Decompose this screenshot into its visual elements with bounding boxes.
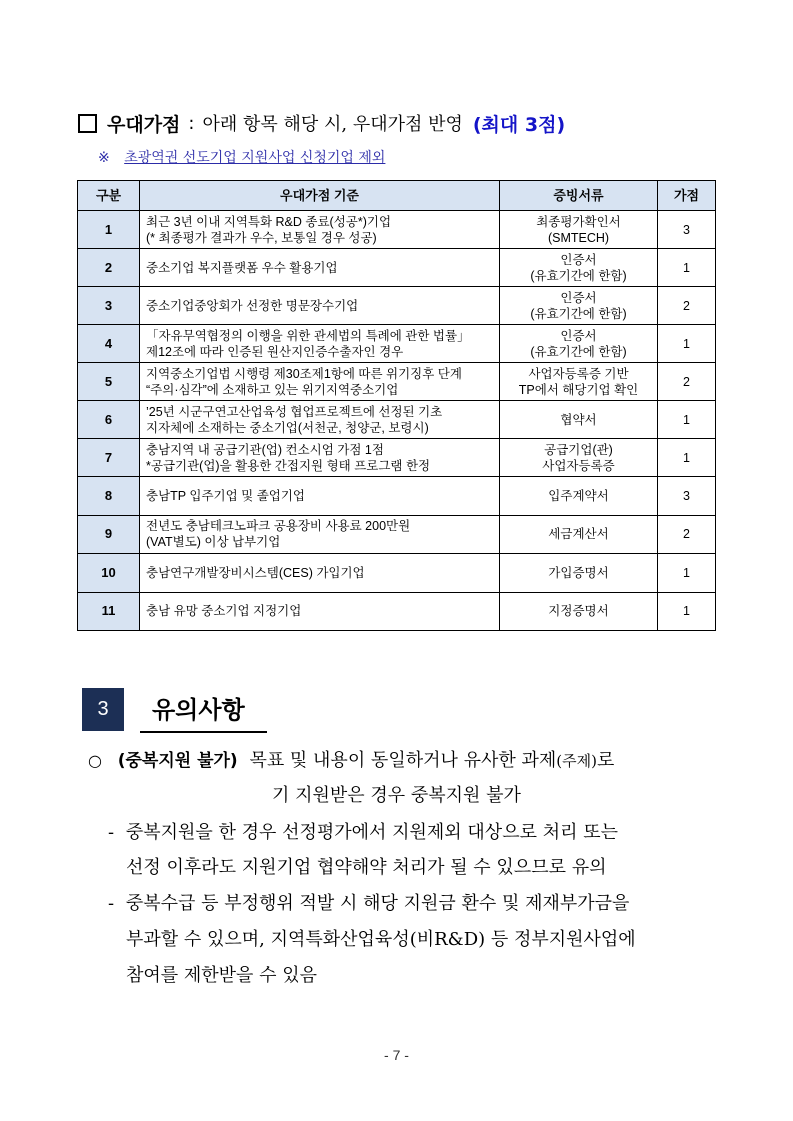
row-evidence bbox=[500, 592, 658, 631]
criteria-line: 지자체에 소재하는 중소기업(서천군, 청양군, 보령시) bbox=[146, 420, 429, 435]
section-number-badge: 3 bbox=[82, 688, 124, 731]
row-points: 1 bbox=[658, 439, 716, 477]
table-row bbox=[78, 211, 716, 249]
row-number: 2 bbox=[78, 249, 140, 287]
criteria-line: 충남 유망 중소기업 지정기업 bbox=[146, 604, 302, 619]
table-row bbox=[78, 287, 716, 325]
evidence-line: TP에서 해당기업 확인 bbox=[518, 382, 639, 397]
item-line1-small: (주제) bbox=[556, 752, 597, 770]
table-row bbox=[78, 439, 716, 477]
criteria-line: “주의·심각”에 소재하고 있는 위기지역중소기업 bbox=[146, 382, 399, 397]
table-row bbox=[78, 401, 716, 439]
criteria-line: (VAT별도) 이상 납부기업 bbox=[146, 535, 281, 550]
criteria-line: 중소기업중앙회가 선정한 명문장수기업 bbox=[146, 298, 359, 313]
row-points: 1 bbox=[658, 401, 716, 439]
row-number: 5 bbox=[78, 363, 140, 401]
row-evidence bbox=[500, 515, 658, 554]
row-evidence bbox=[500, 287, 658, 325]
row-number: 4 bbox=[78, 325, 140, 363]
row-criteria bbox=[140, 439, 500, 477]
evidence-line: 최종평가확인서 bbox=[536, 214, 621, 229]
dash-bullet: - bbox=[108, 822, 115, 843]
evidence-line: (유효기간에 한함) bbox=[530, 268, 627, 283]
sub-item-2-line1: 중복수급 등 부정행위 적발 시 해당 지원금 환수 및 제재부가금을 bbox=[125, 893, 630, 914]
criteria-line: 충남연구개발장비시스템(CES) 가입기업 bbox=[146, 565, 365, 580]
row-evidence bbox=[500, 249, 658, 287]
evidence-line: (유효기간에 한함) bbox=[530, 344, 627, 359]
row-criteria bbox=[140, 515, 500, 554]
criteria-line: 충남TP 입주기업 및 졸업기업 bbox=[146, 488, 305, 503]
header-evidence: 증빙서류 bbox=[500, 181, 658, 211]
criteria-line: *공급기관(업)을 활용한 간접지원 형태 프로그램 한정 bbox=[146, 458, 431, 473]
row-criteria bbox=[140, 401, 500, 439]
criteria-line: 제12조에 따라 인증된 원산지인증수출자인 경우 bbox=[146, 344, 404, 359]
row-criteria bbox=[140, 477, 500, 516]
row-points: 1 bbox=[658, 249, 716, 287]
row-criteria bbox=[140, 287, 500, 325]
table-row bbox=[78, 249, 716, 287]
row-criteria bbox=[140, 211, 500, 249]
header-criteria: 우대가점 기준 bbox=[140, 181, 500, 211]
item-line1-end: 로 bbox=[596, 750, 615, 771]
evidence-line: 지정증명서 bbox=[548, 604, 609, 619]
sub-item-1 bbox=[108, 818, 618, 844]
criteria-line: 충남지역 내 공급기관(업) 컨소시엄 가점 1점 bbox=[146, 442, 384, 457]
evidence-line: 세금계산서 bbox=[548, 527, 609, 542]
evidence-line: 인증서 bbox=[560, 290, 597, 305]
row-evidence bbox=[500, 554, 658, 593]
row-criteria bbox=[140, 554, 500, 593]
row-number: 7 bbox=[78, 439, 140, 477]
section-title: 유의사항 bbox=[152, 696, 245, 724]
row-points: 1 bbox=[658, 554, 716, 593]
note-text: 초광역권 선도기업 지원사업 신청기업 제외 bbox=[124, 150, 386, 166]
row-points: 2 bbox=[658, 515, 716, 554]
row-evidence bbox=[500, 363, 658, 401]
row-points: 1 bbox=[658, 325, 716, 363]
row-evidence bbox=[500, 325, 658, 363]
sub-item-2-line2: 부과할 수 있으며, 지역특화산업육성(비R&D) 등 정부지원사업에 bbox=[126, 929, 636, 950]
sub-item-1-line2: 선정 이후라도 지원기업 협약해약 처리가 될 수 있으므로 유의 bbox=[126, 857, 607, 878]
row-points: 2 bbox=[658, 287, 716, 325]
table-row bbox=[78, 325, 716, 363]
table-row bbox=[78, 515, 716, 554]
section-title-underline bbox=[140, 731, 267, 733]
heading-highlight: (최대 3점) bbox=[472, 113, 566, 136]
criteria-line: 전년도 충남테크노파크 공용장비 사용료 200만원 bbox=[146, 519, 411, 534]
row-criteria bbox=[140, 325, 500, 363]
heading-description: 아래 항목 해당 시, 우대가점 반영 bbox=[202, 114, 463, 135]
exclusion-note bbox=[98, 147, 385, 167]
row-evidence bbox=[500, 401, 658, 439]
row-points: 2 bbox=[658, 363, 716, 401]
row-criteria bbox=[140, 363, 500, 401]
row-points: 3 bbox=[658, 211, 716, 249]
row-criteria bbox=[140, 592, 500, 631]
dash-bullet: - bbox=[108, 893, 115, 914]
row-evidence bbox=[500, 211, 658, 249]
duplicate-support-item bbox=[88, 746, 614, 772]
evidence-line: (유효기간에 한함) bbox=[530, 306, 627, 321]
header-category: 구분 bbox=[78, 181, 140, 211]
criteria-line: 중소기업 복지플랫폼 우수 활용기업 bbox=[146, 260, 338, 275]
evidence-line: 사업자등록증 bbox=[542, 458, 615, 473]
row-number: 11 bbox=[78, 592, 140, 631]
heading-colon: : bbox=[188, 112, 195, 134]
row-number: 3 bbox=[78, 287, 140, 325]
row-points: 3 bbox=[658, 477, 716, 516]
table-row bbox=[78, 477, 716, 516]
row-criteria bbox=[140, 249, 500, 287]
item-lead: (중복지원 불가) bbox=[117, 751, 238, 771]
item-line1: 목표 및 내용이 동일하거나 유사한 과제 bbox=[249, 750, 557, 771]
row-evidence bbox=[500, 477, 658, 516]
table-row bbox=[78, 592, 716, 631]
criteria-line: (* 최종평가 결과가 우수, 보통일 경우 성공) bbox=[146, 230, 377, 245]
heading-title: 우대가점 bbox=[107, 113, 181, 136]
row-number: 10 bbox=[78, 554, 140, 593]
row-points: 1 bbox=[658, 592, 716, 631]
item-line2: 기 지원받은 경우 중복지원 불가 bbox=[272, 785, 521, 806]
criteria-line: 지역중소기업법 시행령 제30조제1항에 따른 위기징후 단계 bbox=[146, 366, 462, 381]
note-reference-mark-icon: ※ bbox=[98, 150, 110, 166]
row-number: 9 bbox=[78, 515, 140, 554]
header-points: 가점 bbox=[658, 181, 716, 211]
row-number: 1 bbox=[78, 211, 140, 249]
sub-item-1-line1: 중복지원을 한 경우 선정평가에서 지원제외 대상으로 처리 또는 bbox=[125, 822, 618, 843]
criteria-line: 「자유무역협정의 이행을 위한 관세법의 특례에 관한 법률」 bbox=[146, 328, 470, 343]
sub-item-2-line3: 참여를 제한받을 수 있음 bbox=[126, 965, 318, 986]
evidence-line: 입주계약서 bbox=[548, 488, 609, 503]
table-header-row bbox=[78, 181, 716, 211]
bonus-criteria-table bbox=[77, 180, 716, 631]
section-heading bbox=[78, 108, 565, 138]
row-number: 8 bbox=[78, 477, 140, 516]
evidence-line: (SMTECH) bbox=[547, 230, 610, 245]
criteria-line: ’25년 시군구연고산업육성 협업프로젝트에 선정된 기초 bbox=[146, 404, 443, 419]
page-number: - 7 - bbox=[384, 1047, 409, 1063]
row-evidence bbox=[500, 439, 658, 477]
evidence-line: 인증서 bbox=[560, 328, 597, 343]
evidence-line: 가입증명서 bbox=[548, 565, 609, 580]
evidence-line: 공급기업(관) bbox=[544, 442, 613, 457]
criteria-line: 최근 3년 이내 지역특화 R&D 종료(성공*)기업 bbox=[146, 214, 392, 229]
row-number: 6 bbox=[78, 401, 140, 439]
table-row bbox=[78, 554, 716, 593]
evidence-line: 사업자등록증 기반 bbox=[528, 366, 629, 381]
table-row bbox=[78, 363, 716, 401]
checkbox-square-icon bbox=[78, 114, 97, 133]
circle-bullet-icon: ○ bbox=[88, 751, 102, 770]
evidence-line: 협약서 bbox=[560, 412, 597, 427]
evidence-line: 인증서 bbox=[560, 252, 597, 267]
sub-item-2 bbox=[108, 889, 629, 915]
